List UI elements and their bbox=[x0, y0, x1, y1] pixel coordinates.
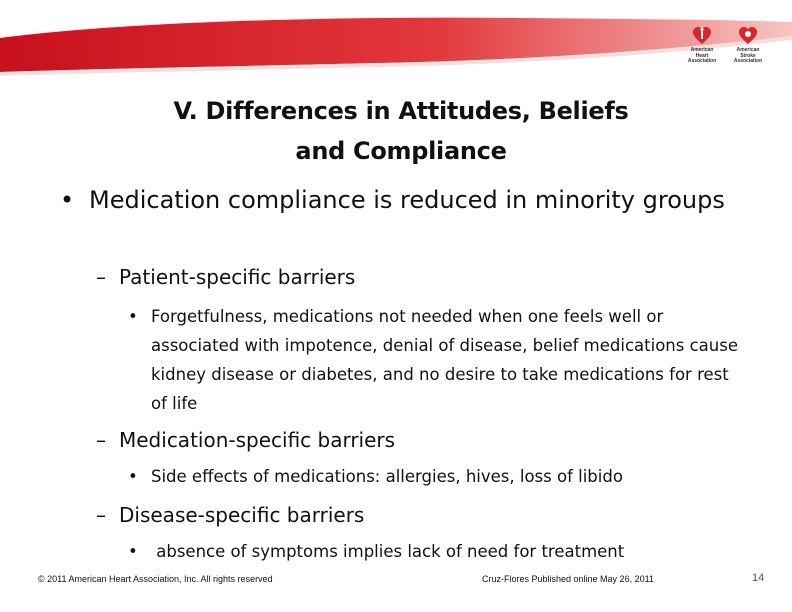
detail-disease bbox=[128, 537, 748, 566]
stroke-torch-icon bbox=[738, 26, 758, 46]
detail-patient-text: Forgetfulness, medications not needed when one feels well or associated with impotence, denial of disease, belief medications cause kidney disease or diabetes, and no desire to take medications for rest of life bbox=[151, 307, 738, 413]
stroke-association-logo bbox=[726, 26, 770, 74]
stroke-logo-text: American Stroke Association bbox=[733, 47, 763, 64]
bullet-marker: • bbox=[128, 542, 138, 561]
bullet-main bbox=[60, 183, 750, 218]
dash-marker: – bbox=[96, 265, 106, 289]
heart-association-logo bbox=[680, 26, 724, 74]
dash-marker: – bbox=[96, 503, 106, 527]
slide-title-line-2: and Compliance bbox=[295, 137, 507, 165]
bullet-marker: • bbox=[128, 307, 138, 326]
bullet-marker: • bbox=[128, 467, 138, 486]
detail-medication-text: Side effects of medications: allergies, hives, loss of libido bbox=[151, 467, 623, 486]
heart-torch-icon bbox=[692, 26, 712, 46]
header-banner bbox=[0, 0, 792, 90]
detail-disease-text: absence of symptoms implies lack of need for treatment bbox=[151, 542, 625, 561]
dash-marker: – bbox=[96, 428, 106, 452]
aha-asa-logo bbox=[680, 26, 772, 74]
subbullet-patient bbox=[96, 262, 746, 292]
subbullet-disease-label: Disease-specific barriers bbox=[119, 503, 365, 527]
footer-citation: Cruz-Flores Published online May 26, 2011 bbox=[482, 574, 654, 584]
footer-copyright: © 2011 American Heart Association, Inc. All rights reserved bbox=[38, 574, 273, 584]
detail-patient bbox=[128, 302, 748, 418]
subbullet-disease bbox=[96, 500, 746, 530]
slide-title-line-1: V. Differences in Attitudes, Beliefs bbox=[173, 97, 629, 125]
bullet-main-text: Medication compliance is reduced in minority groups bbox=[89, 186, 725, 214]
bullet-marker: • bbox=[60, 186, 75, 214]
page-number: 14 bbox=[752, 572, 765, 584]
slide-title bbox=[96, 91, 706, 171]
subbullet-patient-label: Patient-specific barriers bbox=[119, 265, 356, 289]
subbullet-medication bbox=[96, 425, 746, 455]
detail-medication bbox=[128, 462, 748, 491]
subbullet-medication-label: Medication-specific barriers bbox=[119, 428, 396, 452]
heart-logo-text: American Heart Association bbox=[687, 47, 717, 64]
